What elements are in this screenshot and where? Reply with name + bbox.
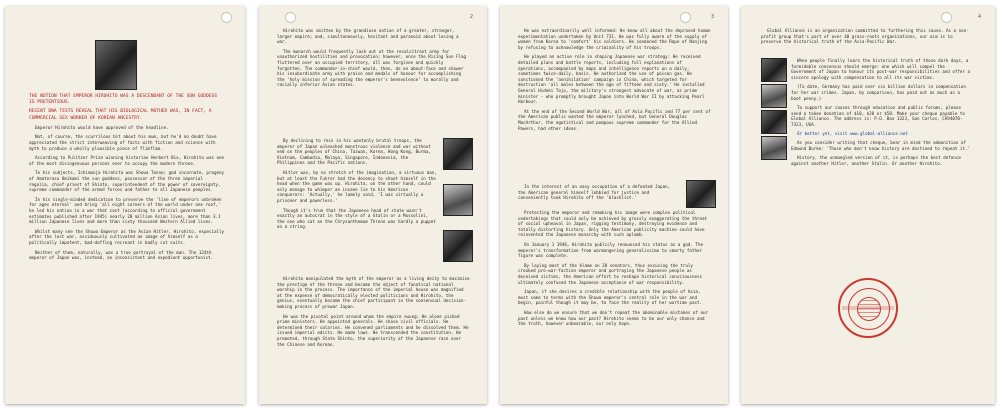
paragraph: Protecting the emperor and remaking his image were complex political undertakings that could only be achieved by grossly exaggerating the threat of social upheaval in Japan, rigging testimony, destroying evidence and totally distorting history. Only the American publicity machine could have reinvented the Japanese monarchy with such aplomb. xyxy=(518,210,708,238)
paragraph: Whilst many see the Showa Emperor as the Asian Hitler, Hirohito, especially after the lost war, assiduously cultivated an image of himself as a politically impotent, bad-doffing recreant in badly cut suits. xyxy=(29,228,225,245)
website-link[interactable]: Or better yet, visit www.global-alliance.net xyxy=(797,130,908,136)
paragraph: Global Alliance is an organization committed to furthering this cause. As a non-profit group that's part of over 40 grass-roots organizations, our aim is to preserve the historical truth of the Asia-Pacific War. xyxy=(761,28,969,45)
paragraph: To support our causes through education and public forums, please send a token donation of $10, $20 or $50. Make your cheque payable to Global Alliance. The address is: P.O. Box 1323, San Carlos, CA94070-7323, USA. xyxy=(791,105,965,127)
paragraph: Emperor Hirohito would have approved of the headline. xyxy=(35,124,169,130)
photo-victim-3 xyxy=(761,110,787,134)
article-page-2 xyxy=(259,6,487,404)
binder-hole xyxy=(680,12,691,23)
photo-hirohito-uniform xyxy=(443,138,473,170)
paragraph: According to Pulitzer Prize winning historian Herbert Bix, Hirohito was one of the most disingenuous persons ever to occupy the modern throne. xyxy=(29,155,225,166)
headline xyxy=(29,94,225,122)
page-1-text xyxy=(29,94,225,265)
paragraph: He was the pivotal point around whom the empire swung: He alone picked prime ministers. He appointed generals. He chose civil officials. He determined their salaries. He convened parliaments and he dissolved them. He issued imperial edicts. He made laws. He transcended the constitution. He promoted, through State Shinto, the superiority of the Japanese race over the Chinese and Korean. xyxy=(277,313,469,347)
page-number: 4 xyxy=(977,14,981,20)
binder-hole xyxy=(221,12,232,23)
portrait-photo xyxy=(95,40,137,90)
paragraph: The monarch would frequently lash out at the recalcitrant army for unauthorized hostilities and provocation; however, once the Rising Sun Flag fluttered over an occupied territory, all was forgiven and quickly forgotten. The commander-in-chief would, then, do an about-face and shower his insubordinate army with praise and medals of honour for accomplishing the 'holy mission of spreading the emperor's benevolence' to morally and racially inferior Asian states. xyxy=(277,48,467,88)
paragraph: Not, of course, the scurrilous bit about his mum, but he'd no doubt have appreciated the strict interweaving of facts with fiction and science with myth to produce a wholly plausible piece of flimflam. xyxy=(29,134,217,151)
paragraph: Hirohito manipulated the myth of the emperor as a living deity to maximise the prestige of the throne and became the object of fanatical national worship in the process. The importance of the imperial house was magnified at the expense of democratically elected politicians and Hirohito, the genius, eventually became the chief participant in the consensual decision-making process of prewar Japan. xyxy=(277,276,470,309)
page-4-text-top xyxy=(761,28,971,49)
page-3-text xyxy=(518,28,712,135)
photo-emperor-horse xyxy=(443,230,473,262)
paragraph: At the end of the Second World War, all of Asia Pacific and 77 per cent of the American public wanted the emperor lynched, but General Douglas MacArthur, the egotistical and pompous supreme commander for the Allied Powers, had other ideas. xyxy=(518,108,711,131)
paragraph: How else do we ensure that we don't repeat the abominable mistakes of our past unless we know how our past? Hirohito seems to be our only chance and the truth, however unbearable, our only hope. xyxy=(518,309,709,327)
article-page-1 xyxy=(5,6,245,404)
article-page-4 xyxy=(741,6,995,404)
binder-hole xyxy=(285,12,296,23)
paragraph: As you consider writing that cheque, bear in mind the admonition of Edmund Burke: 'Those who don't know history are destined to repeat it.' xyxy=(791,140,970,151)
page-4-text-wrapped xyxy=(791,58,971,167)
paragraph: Neither of them, naturally, was a true portrayal of the man. The 124th emperor of Japan was, instead, an inconsistent and expedient opportunist. xyxy=(29,249,214,261)
page-number: 2 xyxy=(469,14,473,20)
photo-macarthur xyxy=(686,180,716,208)
photo-soldiers xyxy=(443,184,473,216)
page-2-text-top xyxy=(277,28,471,92)
photo-victim-4 xyxy=(761,136,787,160)
paragraph: In his single-minded dedication to preserve the 'line of emperors unbroken for ages eternal' and bring 'all eight corners of the world under one roof,' he led his nation in a war that cost (according to official government estimates published after 1945) nearly 20 million Asian lives, more than 3.1 million Japanese lives and more than sixty thousand Western Allied lives. xyxy=(29,196,222,225)
page-number: 3 xyxy=(710,14,714,20)
article-page-3 xyxy=(500,6,728,404)
page-2-text-bottom xyxy=(277,276,471,351)
paragraph: By laying most of the blame on 28 senators, thus excusing the truly crooked pro-war-faction emperor and portraying the Japanese people as deceived victims, the American effort to reshape historical consciousness ultimately confused the Japanese acceptance of war responsibility. xyxy=(518,262,703,285)
paragraph: History, the unmangled version of it, is perhaps the best defence against another Hitler, another Stalin. Or another Hirohito. xyxy=(791,155,961,166)
photo-victim-1 xyxy=(761,58,787,82)
paragraph: To his subjects, Ichimonja Hirohito was Showa Tenno; god incarnate, progeny of Amaterasu Omikami the sun goddess, possessor of the three imperial regalia, chief priest of Shinto, superintendent of the power of sovereignty, supreme commander of the armed forces and father to all Japanese peoples. xyxy=(29,170,225,193)
paragraph: (To date, Germany has paid over six billion dollars in compensation for her war crimes. Japan, by comparison, has paid out as much as a boot penny.) xyxy=(791,84,966,101)
page-3-text-bottom xyxy=(518,210,712,331)
page-3-text-wrapped xyxy=(518,184,680,201)
page-2-text-wrapped xyxy=(277,138,437,230)
paragraph: He was extraordinarily well informed: He knew all about the depraved human experimentation undertaken by Unit 731. He was fully aware of the supply of women from Korea to 'comfort' his soldiers. He condoned the Rape of Nanjing by refusing to acknowledge the criminality of his troops. xyxy=(518,28,711,50)
paragraph: When people finally learn the historical truth of those dark days, a formidable consensus should emerge: one which will compel the Government of Japan to honour its post-war responsibilities and offer a sincere apology with compensation to all its war victims. xyxy=(791,58,970,80)
headline-line-1: THE NOTION THAT EMPEROR HIROHITO WAS A DESCENDANT OF THE SUN GODDESS IS PRETENTIOUS. xyxy=(29,94,218,106)
paragraph: Hitler was, by no stretch of the imagination, a virtuous man, but at least the Fuhrer had the decency to shoot himself in the head when the game was up. Hirohito, on the other hand, could only manage to whimper an insane lie to his American conquerors: 'Actually,' he lamely said, 'I was virtually a prisoner and powerless.' xyxy=(277,169,437,203)
paragraph: Though it's true that the Japanese head of state wasn't exactly an autocrat in the style of a Stalin or a Mussolini, the one who sat on the Chrysanthemum Throne was hardly a puppet on a string. xyxy=(277,207,436,230)
global-alliance-seal xyxy=(838,278,898,338)
paragraph: Japan, if she desires a credible relationship with the people of Asia, must come to terms with the Showa emperor's central role in the war and begin, painful though it may be, to face the reality of her wartime past. xyxy=(518,289,703,306)
photo-victim-2 xyxy=(761,84,787,108)
paragraph: On January 1 1946, Hirohito publicly renounced his status as a god. The emperor's transformation from warmongering generalissimo to smarty father figure was complete. xyxy=(518,241,703,259)
paragraph: He played an active role in shaping Japanese war strategy: He received detailed plans and battle reports, including full explanations of operations, accompanied by maps and intelligence reports on a daily, sometimes twice-daily, basis. He authorized the use of poison gas. He sanctioned the 'annihilation' campaign in China, which targeted for destruction 'all males between the age of fifteen and sixty.' He installed General Hideki Tojo, the military's strongest advocate of war, as prime minister - who promptly brought Japan into World War II by attacking Pearl Harbour. xyxy=(518,54,705,105)
paragraph: Hirohito was smitten by the grandiose notion of a greater, stronger, larger empire; and, simultaneously, hesitant and paranoid about losing a war. xyxy=(277,28,459,45)
binder-hole xyxy=(941,12,952,23)
paragraph: In the interest of an easy occupation of a defeated Japan, the American general himself lobbied for justice and conveniently took Hirohito off the 'blacklist.' xyxy=(518,184,671,201)
headline-line-2: RECENT DNA TESTS REVEAL THAT HIS BIOLOGICAL MOTHER WAS, IN FACT, A COMMERCIAL SEX WORKER OF KOREAN ANCESTRY. xyxy=(29,109,212,121)
paragraph: By declining to rein in his wantonly brutal troops, the emperor of Japan unleashed monstrous violence and war without end on the peoples of China, Taiwan, Korea, Hong Kong, Burma, Vietnam, Cambodia, Malaya, Singapore, Indonesia, the Philippines and the Pacific nations. xyxy=(277,138,431,166)
seal-band xyxy=(842,306,894,310)
